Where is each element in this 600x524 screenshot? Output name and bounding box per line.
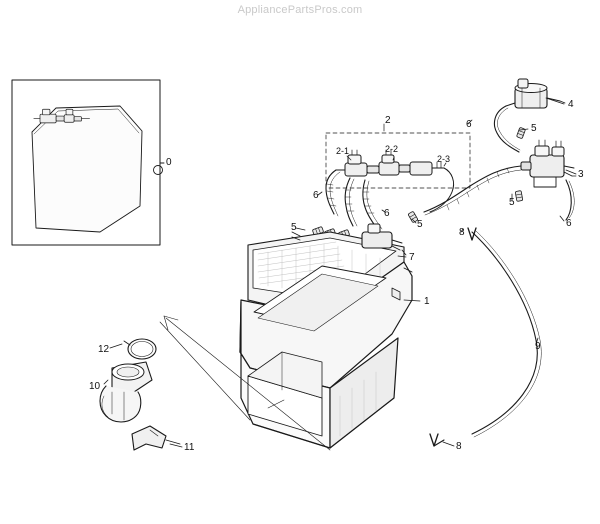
drain-hose: [430, 228, 541, 446]
callout-2: 2: [385, 115, 391, 126]
callout-11: 11: [184, 442, 195, 453]
callout-4: 4: [568, 99, 574, 110]
callout-10: 10: [89, 381, 101, 392]
callout-2-2: 2-2: [385, 144, 399, 154]
callout-5-b: 5: [509, 197, 515, 208]
callout-5-c: 5: [417, 219, 423, 230]
callout-12: 12: [98, 344, 110, 355]
callout-7: 7: [409, 252, 415, 263]
callout-6-d: 6: [566, 218, 572, 229]
callout-6-a: 6: [466, 119, 472, 130]
callout-5-d: 5: [291, 222, 297, 233]
callout-5-a: 5: [531, 123, 537, 134]
callout-2-3: 2-3: [437, 154, 451, 164]
callout-1: 1: [424, 296, 430, 307]
callout-2-1: 2-1: [336, 146, 350, 156]
callout-8-a: 8: [459, 227, 465, 238]
callout-6-b: 6: [313, 190, 319, 201]
callout-3: 3: [578, 169, 584, 180]
pressure-switch: [506, 79, 565, 108]
callout-0: 0: [166, 157, 172, 168]
watermark-text: AppliancePartsPros.com: [237, 4, 363, 16]
bellows-duct-group: [100, 339, 180, 450]
inset-detail-box: [12, 80, 164, 245]
valve-bracket-assembly: [521, 140, 576, 187]
callout-8-b: 8: [456, 441, 462, 452]
callout-9: 9: [535, 341, 541, 352]
callout-6-c: 6: [384, 208, 390, 219]
